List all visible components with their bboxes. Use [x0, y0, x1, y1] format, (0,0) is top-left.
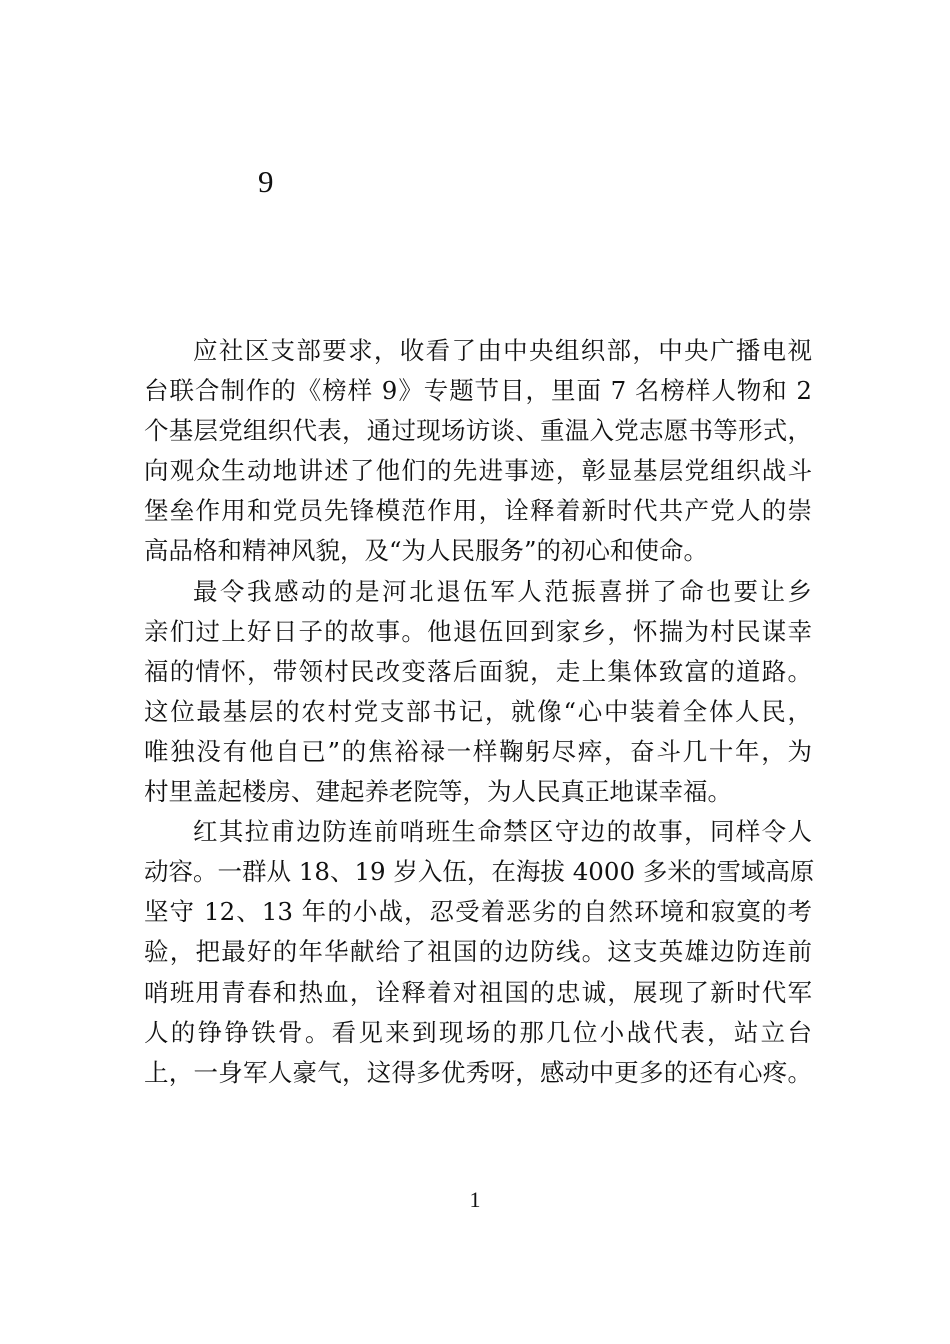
text-line: 人的铮铮铁骨。看见来到现场的那几位小战代表，站立台	[144, 1017, 812, 1047]
text-line: 福的情怀，带领村民改变落后面貌，走上集体致富的道路。	[144, 656, 812, 686]
text-line: 向观众生动地讲述了他们的先进事迹，彰显基层党组织战斗	[144, 456, 812, 486]
text-line: 个基层党组织代表，通过现场访谈、重温入党志愿书等形式，	[144, 416, 812, 446]
body-text	[144, 331, 815, 1093]
text-line: 唯独没有他自已”的焦裕禄一样鞠躬尽瘁，奋斗几十年，为	[144, 736, 812, 766]
text-line: 哨班用青春和热血，诠释着对祖国的忠诚，展现了新时代军	[144, 977, 812, 1007]
text-line: 上，一身军人豪气，这得多优秀呀，感动中更多的还有心疼。	[144, 1057, 812, 1087]
page-number: 1	[469, 1187, 481, 1212]
text-line: 堡垒作用和党员先锋模范作用，诠释着新时代共产党人的崇	[144, 496, 812, 526]
title-fragment: 9	[258, 164, 274, 199]
text-line: 高品格和精神风貌，及“为人民服务”的初心和使命。	[144, 536, 709, 566]
text-line: 红其拉甫边防连前哨班生命禁区守边的故事，同样令人	[193, 817, 812, 847]
text-line: 最令我感动的是河北退伍军人范振喜拼了命也要让乡	[193, 576, 812, 606]
text-line: 亲们过上好日子的故事。他退伍回到家乡，怀揣为村民谋幸	[144, 616, 812, 646]
text-line: 动容。一群从 18、19 岁入伍，在海拔 4000 多米的雪域高原	[144, 857, 815, 887]
text-line: 村里盖起楼房、建起养老院等，为人民真正地谋幸福。	[144, 777, 732, 807]
text-line: 验，把最好的年华献给了祖国的边防线。这支英雄边防连前	[144, 937, 812, 967]
text-line: 这位最基层的农村党支部书记，就像“心中装着全体人民，	[144, 696, 812, 726]
text-line: 坚守 12、13 年的小战，忍受着恶劣的自然环境和寂寞的考	[144, 897, 812, 927]
text-line: 台联合制作的《榜样 9》专题节目，里面 7 名榜样人物和 2	[144, 376, 812, 406]
text-line: 应社区支部要求，收看了由中央组织部，中央广播电视	[193, 336, 812, 365]
